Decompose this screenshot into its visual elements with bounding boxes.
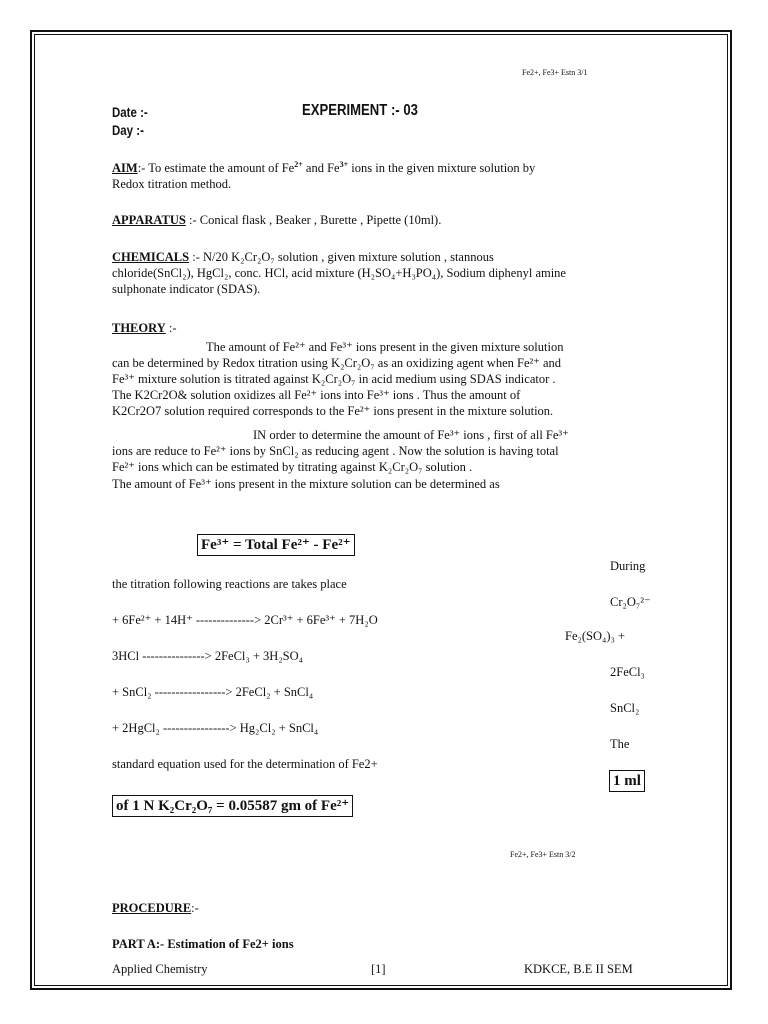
theory-line-5: K2Cr2O7 solution required corresponds to the Fe²⁺ ions present in the mixture solution. (112, 404, 554, 418)
one-ml-box: 1 ml (609, 770, 645, 792)
footer-right: KDKCE, B.E II SEM (524, 962, 633, 976)
footer-page-number: [1] (371, 962, 386, 976)
experiment-title: EXPERIMENT :- 03 (302, 102, 418, 119)
apparatus-text: :- Conical flask , Beaker , Burette , Pipette (10ml). (185, 213, 442, 227)
aim-sup-2: 2+ (294, 159, 303, 169)
procedure-suffix: :- (191, 901, 199, 915)
aim-text-a: :- To estimate the amount of Fe (137, 161, 295, 175)
theory-label-suffix: :- (165, 321, 177, 335)
theory-label: THEORY (112, 321, 166, 335)
standard-equation-box: of 1 N K₂Cr₂O₇ = 0.05587 gm of Fe²⁺ (112, 795, 353, 817)
theory-line-4: The K2Cr2O& solution oxidizes all Fe²⁺ ions into Fe³⁺ ions . Thus the amount of (112, 388, 521, 402)
standard-equation-text: standard equation used for the determination of Fe2+ (112, 757, 378, 771)
right-cr2o7: Cr₂O₇²⁻ (610, 595, 651, 609)
theory-line-3: Fe³⁺ mixture solution is titrated against K₂Cr₂O₇ in acid medium using SDAS indicator . (112, 372, 556, 386)
procedure-label: PROCEDURE (112, 901, 192, 915)
chemicals-line-3: sulphonate indicator (SDAS). (112, 282, 261, 296)
right-during: During (610, 559, 646, 573)
formula-box: Fe³⁺ = Total Fe²⁺ - Fe²⁺ (197, 534, 355, 556)
right-sncl2: SnCl₂ (610, 701, 640, 715)
aim-text-c: ions in the given mixture solution by (348, 161, 536, 175)
date-label: Date :- (112, 104, 148, 120)
aim-line-2: Redox titration method. (112, 177, 232, 191)
aim-sup-3: 3+ (339, 159, 349, 169)
theory-line-6: IN order to determine the amount of Fe³⁺ ions , first of all Fe³⁺ (253, 428, 569, 442)
theory-heading (112, 320, 177, 336)
footer-left: Applied Chemistry (112, 962, 208, 976)
part-a-heading: PART A:- Estimation of Fe2+ ions (112, 937, 294, 951)
chemicals-line-1 (112, 249, 494, 265)
aim-text-b: and Fe (302, 161, 340, 175)
chemicals-text-1: :- N/20 K₂Cr₂O₇ solution , given mixture solution , stannous (189, 250, 494, 264)
page-header-1: Fe2+, Fe3+ Estn 3/1 (522, 68, 588, 77)
aim-label: AIM (112, 161, 138, 175)
chemicals-line-2: chloride(SnCl₂), HgCl₂, conc. HCl, acid mixture (H₂SO₄+H₃PO₄), Sodium diphenyl amine (112, 266, 566, 280)
theory-line-7: ions are reduce to Fe²⁺ ions by SnCl₂ as reducing agent . Now the solution is having total (112, 444, 559, 458)
reaction-2: 3HCl ---------------> 2FeCl₃ + 3H₂SO₄ (112, 649, 304, 663)
apparatus-line (112, 212, 441, 228)
aim-line-1 (112, 160, 535, 176)
page-header-2: Fe2+, Fe3+ Estn 3/2 (510, 850, 576, 859)
theory-line-2: can be determined by Redox titration using K₂Cr₂O₇ as an oxidizing agent when Fe²⁺ and (112, 356, 562, 370)
reactions-intro: the titration following reactions are takes place (112, 577, 347, 591)
reaction-3: + SnCl₂ -----------------> 2FeCl₂ + SnCl₄ (112, 685, 314, 699)
day-label: Day :- (112, 122, 144, 138)
chemicals-label: CHEMICALS (112, 250, 190, 264)
right-fe2so4: Fe₂(SO₄)₃ + (565, 629, 626, 643)
theory-line-1: The amount of Fe²⁺ and Fe³⁺ ions present in the given mixture solution (206, 340, 564, 354)
right-the: The (610, 737, 630, 751)
theory-line-9: The amount of Fe³⁺ ions present in the mixture solution can be determined as (112, 477, 500, 491)
reaction-4: + 2HgCl₂ ----------------> Hg₂Cl₂ + SnCl₄ (112, 721, 319, 735)
theory-line-8: Fe²⁺ ions which can be estimated by titrating against K₂Cr₂O₇ solution . (112, 460, 473, 474)
procedure-heading (112, 900, 199, 916)
right-fecl3: 2FeCl₃ (610, 665, 645, 679)
apparatus-label: APPARATUS (112, 213, 186, 227)
reaction-1: + 6Fe²⁺ + 14H⁺ --------------> 2Cr³⁺ + 6Fe³⁺ + 7H₂O (112, 613, 378, 627)
